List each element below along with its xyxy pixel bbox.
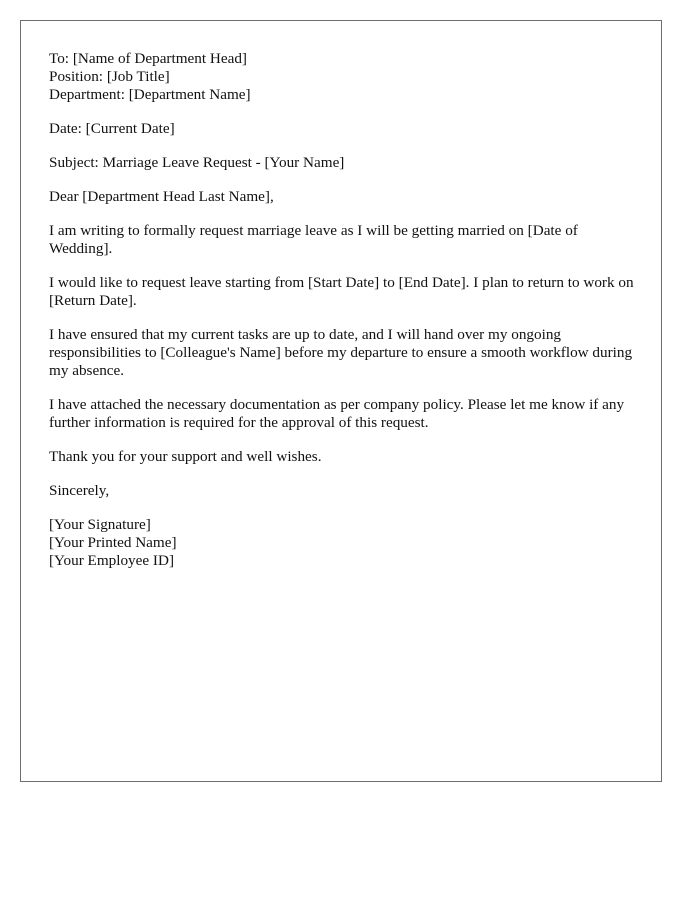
recipient-to: To: [Name of Department Head] [49,50,247,67]
letter-salutation: Dear [Department Head Last Name], [49,188,274,205]
paragraph-handover: I have ensured that my current tasks are up to date, and I will hand over my ongoing responsibilities to [Colleague's Name] before my departure to ensure a smooth workflow during my absence. [49,326,633,379]
employee-id-line: [Your Employee ID] [49,552,174,569]
signature-line: [Your Signature] [49,516,151,533]
recipient-block [49,50,639,104]
paragraph-dates: I would like to request leave starting from [Start Date] to [End Date]. I plan to return to work on [Return Date]. [49,274,634,309]
signature-block [49,516,639,570]
printed-name-line: [Your Printed Name] [49,534,177,551]
recipient-position: Position: [Job Title] [49,68,170,85]
letter-body [49,50,639,586]
letter-closing: Sincerely, [49,482,110,499]
recipient-department: Department: [Department Name] [49,86,251,103]
paragraph-request: I am writing to formally request marriage leave as I will be getting married on [Date of Wedding]. [49,222,578,257]
paragraph-thanks: Thank you for your support and well wishes. [49,448,322,465]
letter-date: Date: [Current Date] [49,120,175,137]
letter-page [20,20,662,782]
paragraph-documentation: I have attached the necessary documentation as per company policy. Please let me know if any further information is required for the approval of this request. [49,396,625,431]
letter-subject: Subject: Marriage Leave Request - [Your Name] [49,154,345,171]
